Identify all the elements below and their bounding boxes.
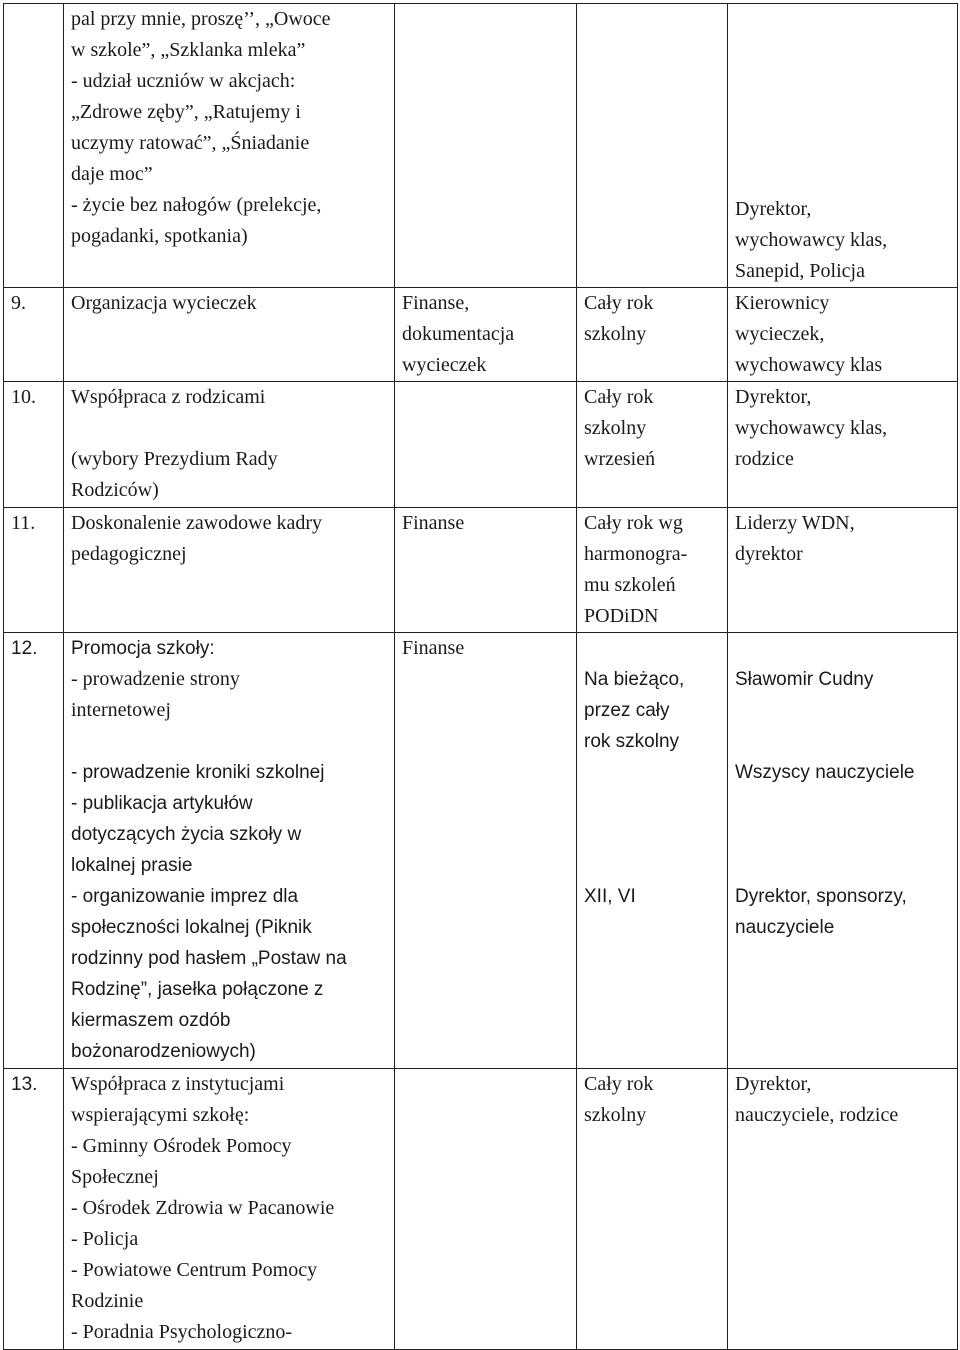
row-number-cell	[4, 382, 64, 508]
resources-cell	[395, 4, 577, 288]
task-line: - życie bez nałogów (prelekcje,	[71, 194, 322, 216]
time-cell	[577, 4, 728, 288]
table-row	[4, 288, 958, 382]
time-line: szkolny	[584, 323, 647, 345]
responsible-line: Dyrektor,	[735, 1073, 812, 1095]
resources-line: Finanse,	[402, 292, 470, 314]
task-line: - udział uczniów w akcjach:	[71, 70, 296, 92]
responsible-line: wychowawcy klas,	[735, 229, 888, 251]
plan-table	[3, 3, 958, 1350]
responsible-line	[735, 633, 951, 664]
task-line: daje moc”	[71, 163, 153, 185]
task-line: Współpraca z rodzicami	[71, 386, 266, 408]
time-cell	[577, 1069, 728, 1350]
task-line	[71, 726, 388, 757]
time-line: szkolny	[584, 1104, 647, 1126]
responsible-cell	[728, 382, 958, 508]
task-line: wspierającymi szkołę:	[71, 1104, 250, 1126]
responsible-line: Sławomir Cudny	[735, 669, 874, 690]
task-line: (wybory Prezydium Rady	[71, 448, 278, 470]
task-cell	[64, 633, 395, 1069]
task-line: - Poradnia Psychologiczno-	[71, 1321, 293, 1343]
responsible-line: Dyrektor, sponsorzy,	[735, 886, 907, 907]
responsible-cell	[728, 1069, 958, 1350]
task-line: „Zdrowe zęby”, „Ratujemy i	[71, 101, 301, 123]
time-line: wrzesień	[584, 448, 656, 470]
responsible-line: rodzice	[735, 448, 794, 470]
responsible-line: wychowawcy klas,	[735, 417, 888, 439]
responsible-line	[735, 788, 951, 819]
row-number-cell	[4, 1069, 64, 1350]
task-line: Doskonalenie zawodowe kadry	[71, 512, 323, 534]
time-line: przez cały	[584, 700, 670, 721]
responsible-cell	[728, 508, 958, 633]
task-line: Społecznej	[71, 1166, 159, 1188]
task-line: Organizacja wycieczek	[71, 292, 257, 314]
time-line: szkolny	[584, 417, 647, 439]
row-number-cell	[4, 508, 64, 633]
time-line: mu szkoleń	[584, 574, 676, 596]
task-line: pal przy mnie, proszę’’, „Owoce	[71, 8, 331, 30]
time-line: Cały rok	[584, 386, 654, 408]
responsible-line: Liderzy WDN,	[735, 512, 855, 534]
task-line: Rodziców)	[71, 479, 159, 501]
task-line: - prowadzenie strony	[71, 668, 240, 690]
resources-cell	[395, 288, 577, 382]
task-line: w szkole”, „Szklanka mleka”	[71, 39, 306, 61]
time-line: XII, VI	[584, 886, 636, 907]
responsible-line: Wszyscy nauczyciele	[735, 762, 915, 783]
resources-cell	[395, 633, 577, 1069]
row-number-cell	[4, 4, 64, 288]
time-line: Cały rok	[584, 1073, 654, 1095]
table-row	[4, 508, 958, 633]
resources-line: Finanse	[402, 637, 465, 659]
task-line: dotyczących życia szkoły w	[71, 824, 302, 845]
task-cell	[64, 382, 395, 508]
responsible-cell	[728, 288, 958, 382]
task-cell	[64, 4, 395, 288]
row-number: 10.	[11, 386, 36, 408]
time-line: rok szkolny	[584, 731, 680, 752]
time-cell	[577, 508, 728, 633]
task-cell	[64, 508, 395, 633]
responsible-line: Dyrektor,	[735, 198, 812, 220]
task-line: kiermaszem ozdób	[71, 1010, 231, 1031]
task-line: bożonarodzeniowych)	[71, 1041, 256, 1062]
task-line: rodzinny pod hasłem „Postaw na	[71, 948, 347, 969]
time-cell	[577, 382, 728, 508]
row-number: 9.	[11, 292, 26, 314]
task-line: - organizowanie imprez dla	[71, 886, 299, 907]
time-line	[584, 819, 721, 850]
time-line: Na bieżąco,	[584, 669, 685, 690]
task-line: - Gminny Ośrodek Pomocy	[71, 1135, 292, 1157]
task-line: pedagogicznej	[71, 543, 187, 565]
task-line: lokalnej prasie	[71, 855, 193, 876]
task-line: - Ośrodek Zdrowia w Pacanowie	[71, 1197, 335, 1219]
row-number-cell	[4, 288, 64, 382]
time-line	[584, 850, 721, 881]
time-line	[584, 757, 721, 788]
task-line: - Policja	[71, 1228, 139, 1250]
responsible-line: Dyrektor,	[735, 386, 812, 408]
row-number-cell	[4, 633, 64, 1069]
task-line: - prowadzenie kroniki szkolnej	[71, 762, 325, 783]
task-cell	[64, 288, 395, 382]
task-line	[71, 413, 388, 444]
task-line: pogadanki, spotkania)	[71, 225, 248, 247]
task-line: Rodzinie	[71, 1290, 144, 1312]
row-number: 13.	[11, 1074, 38, 1095]
task-line: internetowej	[71, 699, 171, 721]
responsible-line: nauczyciele	[735, 917, 835, 938]
task-line: - publikacja artykułów	[71, 793, 253, 814]
time-cell	[577, 633, 728, 1069]
responsible-line: wychowawcy klas	[735, 354, 883, 376]
responsible-line: dyrektor	[735, 543, 803, 565]
resources-cell	[395, 1069, 577, 1350]
task-line: społeczności lokalnej (Piknik	[71, 917, 312, 938]
responsible-line	[735, 819, 951, 850]
resources-cell	[395, 382, 577, 508]
task-line: Współpraca z instytucjami	[71, 1073, 285, 1095]
table-row	[4, 633, 958, 1069]
responsible-line: Kierownicy	[735, 292, 830, 314]
resources-line: wycieczek	[402, 354, 487, 376]
time-line: Cały rok wg	[584, 512, 683, 534]
responsible-line	[735, 695, 951, 726]
time-line: harmonogra-	[584, 543, 688, 565]
responsible-line	[735, 850, 951, 881]
responsible-line: Sanepid, Policja	[735, 260, 865, 282]
resources-line: dokumentacja	[402, 323, 515, 345]
time-cell	[577, 288, 728, 382]
table-row	[4, 1069, 958, 1350]
responsible-cell	[728, 633, 958, 1069]
task-line: Rodzinę”, jasełka połączone z	[71, 979, 324, 1000]
row-number: 12.	[11, 638, 38, 659]
resources-line: Finanse	[402, 512, 465, 534]
responsible-cell	[728, 4, 958, 288]
time-line	[584, 633, 721, 664]
responsible-line: wycieczek,	[735, 323, 825, 345]
time-line: Cały rok	[584, 292, 654, 314]
task-line: uczymy ratować”, „Śniadanie	[71, 132, 310, 154]
responsible-line	[735, 726, 951, 757]
resources-cell	[395, 508, 577, 633]
row-number: 11.	[11, 512, 36, 534]
time-line: PODiDN	[584, 605, 659, 627]
table-row	[4, 4, 958, 288]
task-cell	[64, 1069, 395, 1350]
time-line	[584, 788, 721, 819]
task-line: Promocja szkoły:	[71, 638, 215, 659]
responsible-line: nauczyciele, rodzice	[735, 1104, 899, 1126]
task-line: - Powiatowe Centrum Pomocy	[71, 1259, 318, 1281]
table-row	[4, 382, 958, 508]
